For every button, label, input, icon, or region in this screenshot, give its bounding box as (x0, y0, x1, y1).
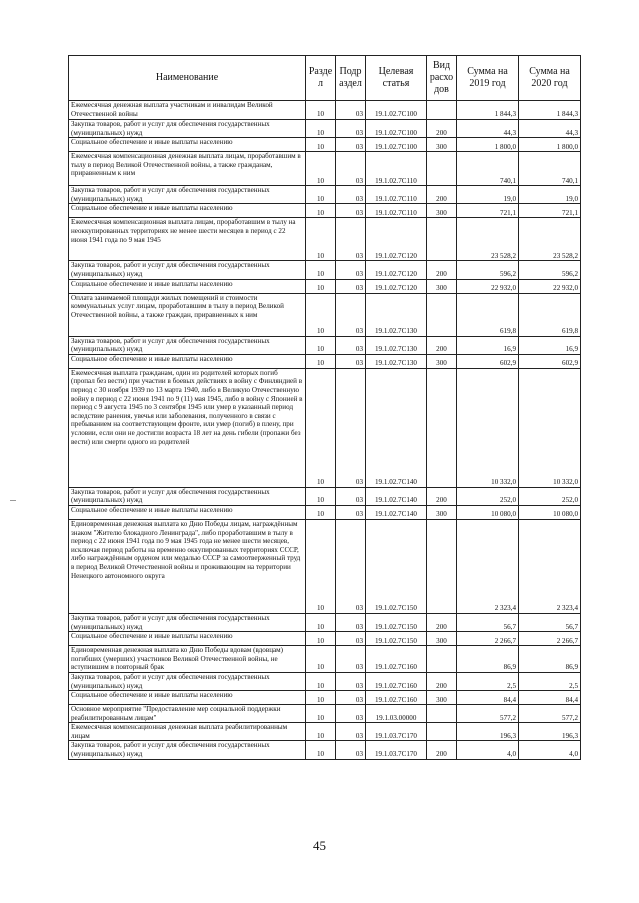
row-podrazdel: 03 (336, 204, 366, 218)
row-name: Единовременная денежная выплата ко Дню Победы лицам, награждённым знаком "Жителю блокадного Ленинграда", либо проработавшим в тылу в период с 22 июня 1941 года по 9 мая 1945 года не менее шести месяцев, исключая период работы на временно оккупированных территориях СССР, либо награждённым орденом или медалью СССР за самоотверженный труд в период Великой Отечественной войны и проживающим на территории Ненецкого автономного округа (69, 519, 306, 613)
row-sum-2020: 2 323,4 (519, 519, 581, 613)
header-sum-2020: Сумма на 2020 год (519, 56, 581, 101)
row-razdel: 10 (306, 354, 336, 368)
row-name: Закупка товаров, работ и услуг для обеспечения государственных (муниципальных) нужд (69, 186, 306, 204)
header-razdel: Разде л (306, 56, 336, 101)
row-name: Ежемесячная денежная выплата участникам и инвалидам Великой Отечественной войны (69, 101, 306, 120)
row-name: Закупка товаров, работ и услуг для обеспечения государственных (муниципальных) нужд (69, 120, 306, 138)
row-razdel: 10 (306, 646, 336, 673)
table-row (69, 218, 581, 261)
row-razdel: 10 (306, 691, 336, 705)
row-target-article: 19.1.02.7С160 (366, 672, 427, 690)
row-name: Основное мероприятие "Предоставление мер социальной поддержки реабилитированным лицам" (69, 705, 306, 723)
row-sum-2019: 740,1 (457, 152, 519, 186)
row-podrazdel: 03 (336, 487, 366, 505)
row-expense-type: 300 (427, 204, 457, 218)
row-target-article: 19.1.02.7С110 (366, 204, 427, 218)
row-podrazdel: 03 (336, 672, 366, 690)
row-name: Единовременная денежная выплата ко Дню Победы вдовам (вдовцам) погибших (умерших) участников Великой Отечественной войны, не вступившим в повторный брак (69, 646, 306, 673)
row-name: Социальное обеспечение и иные выплаты населению (69, 279, 306, 293)
row-sum-2020: 86,9 (519, 646, 581, 673)
row-sum-2020: 196,3 (519, 723, 581, 741)
row-expense-type: 200 (427, 261, 457, 279)
row-expense-type (427, 519, 457, 613)
row-sum-2019: 2,5 (457, 672, 519, 690)
row-podrazdel: 03 (336, 505, 366, 519)
table-row (69, 741, 581, 759)
table-row (69, 186, 581, 204)
row-sum-2019: 577,2 (457, 705, 519, 723)
table-row (69, 293, 581, 336)
row-target-article: 19.1.03.7С170 (366, 723, 427, 741)
row-razdel: 10 (306, 632, 336, 646)
row-podrazdel: 03 (336, 293, 366, 336)
row-podrazdel: 03 (336, 691, 366, 705)
row-podrazdel: 03 (336, 138, 366, 152)
row-sum-2019: 84,4 (457, 691, 519, 705)
row-name: Ежемесячная компенсационная выплата лицам, проработавшим в тылу на неоккупированных территориях не менее шести месяцев в период с 22 июня 1941 года по 9 мая 1945 (69, 218, 306, 261)
row-razdel: 10 (306, 293, 336, 336)
row-razdel: 10 (306, 120, 336, 138)
row-sum-2020: 2 266,7 (519, 632, 581, 646)
header-target-article: Целевая статья (366, 56, 427, 101)
row-sum-2020: 740,1 (519, 152, 581, 186)
row-sum-2020: 2,5 (519, 672, 581, 690)
row-razdel: 10 (306, 101, 336, 120)
table-row (69, 705, 581, 723)
row-expense-type: 300 (427, 138, 457, 152)
row-sum-2020: 16,9 (519, 336, 581, 354)
table-row (69, 646, 581, 673)
header-name: Наименование (69, 56, 306, 101)
row-sum-2019: 16,9 (457, 336, 519, 354)
row-razdel: 10 (306, 279, 336, 293)
scan-mark (10, 500, 16, 501)
row-expense-type (427, 368, 457, 487)
row-name: Оплата занимаемой площади жилых помещений и стоимости коммунальных услуг лицам, проработавшим в тылу в период Великой Отечественной войны, а также граждан, приравненных к ним (69, 293, 306, 336)
row-razdel: 10 (306, 152, 336, 186)
row-sum-2019: 196,3 (457, 723, 519, 741)
row-name: Социальное обеспечение и иные выплаты населению (69, 632, 306, 646)
row-sum-2020: 4,0 (519, 741, 581, 759)
table-row (69, 723, 581, 741)
row-target-article: 19.1.02.7С150 (366, 613, 427, 631)
row-podrazdel: 03 (336, 261, 366, 279)
table-row (69, 519, 581, 613)
row-target-article: 19.1.02.7С100 (366, 120, 427, 138)
row-razdel: 10 (306, 705, 336, 723)
table-header-row (69, 56, 581, 101)
row-name: Закупка товаров, работ и услуг для обеспечения государственных (муниципальных) нужд (69, 336, 306, 354)
budget-table (68, 55, 581, 760)
row-podrazdel: 03 (336, 120, 366, 138)
row-podrazdel: 03 (336, 646, 366, 673)
table-row (69, 152, 581, 186)
table-row (69, 120, 581, 138)
row-sum-2019: 44,3 (457, 120, 519, 138)
table-row (69, 613, 581, 631)
row-name: Ежемесячная компенсационная денежная выплата реабилитированным лицам (69, 723, 306, 741)
row-sum-2019: 56,7 (457, 613, 519, 631)
row-sum-2019: 252,0 (457, 487, 519, 505)
row-target-article: 19.1.02.7С120 (366, 218, 427, 261)
row-podrazdel: 03 (336, 741, 366, 759)
row-sum-2019: 1 844,3 (457, 101, 519, 120)
row-podrazdel: 03 (336, 186, 366, 204)
row-podrazdel: 03 (336, 613, 366, 631)
row-target-article: 19.1.02.7С130 (366, 354, 427, 368)
row-target-article: 19.1.02.7С110 (366, 152, 427, 186)
row-target-article: 19.1.02.7С140 (366, 505, 427, 519)
row-target-article: 19.1.03.00000 (366, 705, 427, 723)
row-podrazdel: 03 (336, 632, 366, 646)
row-expense-type: 300 (427, 505, 457, 519)
row-sum-2019: 4,0 (457, 741, 519, 759)
row-razdel: 10 (306, 613, 336, 631)
page-number: 45 (313, 838, 326, 853)
row-sum-2019: 2 323,4 (457, 519, 519, 613)
row-sum-2019: 10 080,0 (457, 505, 519, 519)
table-row (69, 368, 581, 487)
row-razdel: 10 (306, 741, 336, 759)
row-sum-2020: 1 800,0 (519, 138, 581, 152)
row-target-article: 19.1.02.7С140 (366, 368, 427, 487)
row-sum-2020: 577,2 (519, 705, 581, 723)
row-podrazdel: 03 (336, 218, 366, 261)
row-sum-2019: 602,9 (457, 354, 519, 368)
row-razdel: 10 (306, 487, 336, 505)
row-expense-type: 300 (427, 354, 457, 368)
row-sum-2019: 19,0 (457, 186, 519, 204)
table-body (69, 101, 581, 760)
row-sum-2020: 252,0 (519, 487, 581, 505)
row-razdel: 10 (306, 186, 336, 204)
row-name: Закупка товаров, работ и услуг для обеспечения государственных (муниципальных) нужд (69, 741, 306, 759)
row-expense-type: 300 (427, 279, 457, 293)
row-razdel: 10 (306, 138, 336, 152)
row-target-article: 19.1.02.7С130 (366, 293, 427, 336)
row-sum-2020: 56,7 (519, 613, 581, 631)
row-sum-2020: 596,2 (519, 261, 581, 279)
row-expense-type (427, 101, 457, 120)
row-sum-2019: 23 528,2 (457, 218, 519, 261)
row-expense-type (427, 218, 457, 261)
row-sum-2020: 1 844,3 (519, 101, 581, 120)
row-name: Закупка товаров, работ и услуг для обеспечения государственных (муниципальных) нужд (69, 487, 306, 505)
row-razdel: 10 (306, 519, 336, 613)
row-target-article: 19.1.02.7С160 (366, 691, 427, 705)
row-name: Ежемесячная выплата гражданам, один из родителей которых погиб (пропал без вести) при участии в боевых действиях в войну с Финляндией в период с 30 ноября 1939 по 13 марта 1940, либо в Великую Отечественную войну в период с 22 июня 1941 по 9 (11) мая 1945, либо в войну с Японией в период с 9 августа 1945 по 3 сентября 1945 или умер в указанный период вследствие ранения, увечья или заболевания, полученного в связи с пребыванием на соответствующем фронте, или умер (погиб) в плену, при условии, если они не достигли возраста 18 лет на день гибели (пропажи без вести) или смерти одного из родителей (69, 368, 306, 487)
row-podrazdel: 03 (336, 354, 366, 368)
row-sum-2020: 10 080,0 (519, 505, 581, 519)
row-razdel: 10 (306, 204, 336, 218)
row-razdel: 10 (306, 368, 336, 487)
row-target-article: 19.1.02.7С120 (366, 261, 427, 279)
row-name: Социальное обеспечение и иные выплаты населению (69, 354, 306, 368)
row-target-article: 19.1.02.7С140 (366, 487, 427, 505)
row-sum-2020: 602,9 (519, 354, 581, 368)
row-sum-2019: 22 932,0 (457, 279, 519, 293)
row-razdel: 10 (306, 218, 336, 261)
row-sum-2019: 86,9 (457, 646, 519, 673)
row-sum-2019: 10 332,0 (457, 368, 519, 487)
row-sum-2019: 596,2 (457, 261, 519, 279)
row-name: Социальное обеспечение и иные выплаты населению (69, 505, 306, 519)
row-name: Закупка товаров, работ и услуг для обеспечения государственных (муниципальных) нужд (69, 672, 306, 690)
row-expense-type: 200 (427, 487, 457, 505)
row-name: Закупка товаров, работ и услуг для обеспечения государственных (муниципальных) нужд (69, 613, 306, 631)
row-target-article: 19.1.02.7С110 (366, 186, 427, 204)
row-podrazdel: 03 (336, 336, 366, 354)
row-sum-2020: 22 932,0 (519, 279, 581, 293)
row-target-article: 19.1.02.7С160 (366, 646, 427, 673)
row-target-article: 19.1.02.7С100 (366, 138, 427, 152)
row-sum-2019: 721,1 (457, 204, 519, 218)
table-row (69, 261, 581, 279)
row-target-article: 19.1.03.7С170 (366, 741, 427, 759)
header-podrazdel: Подр аздел (336, 56, 366, 101)
row-name: Ежемесячная компенсационная денежная выплата лицам, проработавшим в тылу в период Великой Отечественной войны, а также гражданам, приравненным к ним (69, 152, 306, 186)
row-sum-2020: 23 528,2 (519, 218, 581, 261)
row-sum-2020: 84,4 (519, 691, 581, 705)
row-expense-type: 200 (427, 672, 457, 690)
row-expense-type: 300 (427, 691, 457, 705)
row-expense-type: 200 (427, 336, 457, 354)
row-expense-type (427, 705, 457, 723)
table-row (69, 354, 581, 368)
row-target-article: 19.1.02.7С150 (366, 632, 427, 646)
row-podrazdel: 03 (336, 152, 366, 186)
row-podrazdel: 03 (336, 101, 366, 120)
row-sum-2019: 2 266,7 (457, 632, 519, 646)
table-row (69, 279, 581, 293)
table-row (69, 691, 581, 705)
row-expense-type: 300 (427, 632, 457, 646)
table-row (69, 487, 581, 505)
table-row (69, 101, 581, 120)
row-razdel: 10 (306, 336, 336, 354)
row-expense-type (427, 152, 457, 186)
row-expense-type: 200 (427, 186, 457, 204)
row-sum-2020: 721,1 (519, 204, 581, 218)
row-expense-type (427, 646, 457, 673)
row-sum-2020: 19,0 (519, 186, 581, 204)
row-podrazdel: 03 (336, 368, 366, 487)
row-sum-2019: 619,8 (457, 293, 519, 336)
header-sum-2019: Сумма на 2019 год (457, 56, 519, 101)
row-target-article: 19.1.02.7С100 (366, 101, 427, 120)
row-podrazdel: 03 (336, 279, 366, 293)
table-row (69, 672, 581, 690)
row-sum-2020: 619,8 (519, 293, 581, 336)
row-target-article: 19.1.02.7С150 (366, 519, 427, 613)
row-target-article: 19.1.02.7С120 (366, 279, 427, 293)
row-name: Социальное обеспечение и иные выплаты населению (69, 204, 306, 218)
row-razdel: 10 (306, 261, 336, 279)
row-target-article: 19.1.02.7С130 (366, 336, 427, 354)
table-row (69, 632, 581, 646)
row-name: Закупка товаров, работ и услуг для обеспечения государственных (муниципальных) нужд (69, 261, 306, 279)
row-expense-type (427, 293, 457, 336)
row-name: Социальное обеспечение и иные выплаты населению (69, 691, 306, 705)
row-podrazdel: 03 (336, 705, 366, 723)
row-razdel: 10 (306, 672, 336, 690)
row-razdel: 10 (306, 723, 336, 741)
row-sum-2020: 44,3 (519, 120, 581, 138)
table-row (69, 204, 581, 218)
row-podrazdel: 03 (336, 723, 366, 741)
row-expense-type: 200 (427, 120, 457, 138)
header-expense-type: Вид расхо дов (427, 56, 457, 101)
row-name: Социальное обеспечение и иные выплаты населению (69, 138, 306, 152)
table-row (69, 505, 581, 519)
row-sum-2019: 1 800,0 (457, 138, 519, 152)
row-razdel: 10 (306, 505, 336, 519)
row-expense-type (427, 723, 457, 741)
row-sum-2020: 10 332,0 (519, 368, 581, 487)
row-podrazdel: 03 (336, 519, 366, 613)
table-row (69, 336, 581, 354)
row-expense-type: 200 (427, 613, 457, 631)
table-row (69, 138, 581, 152)
row-expense-type: 200 (427, 741, 457, 759)
